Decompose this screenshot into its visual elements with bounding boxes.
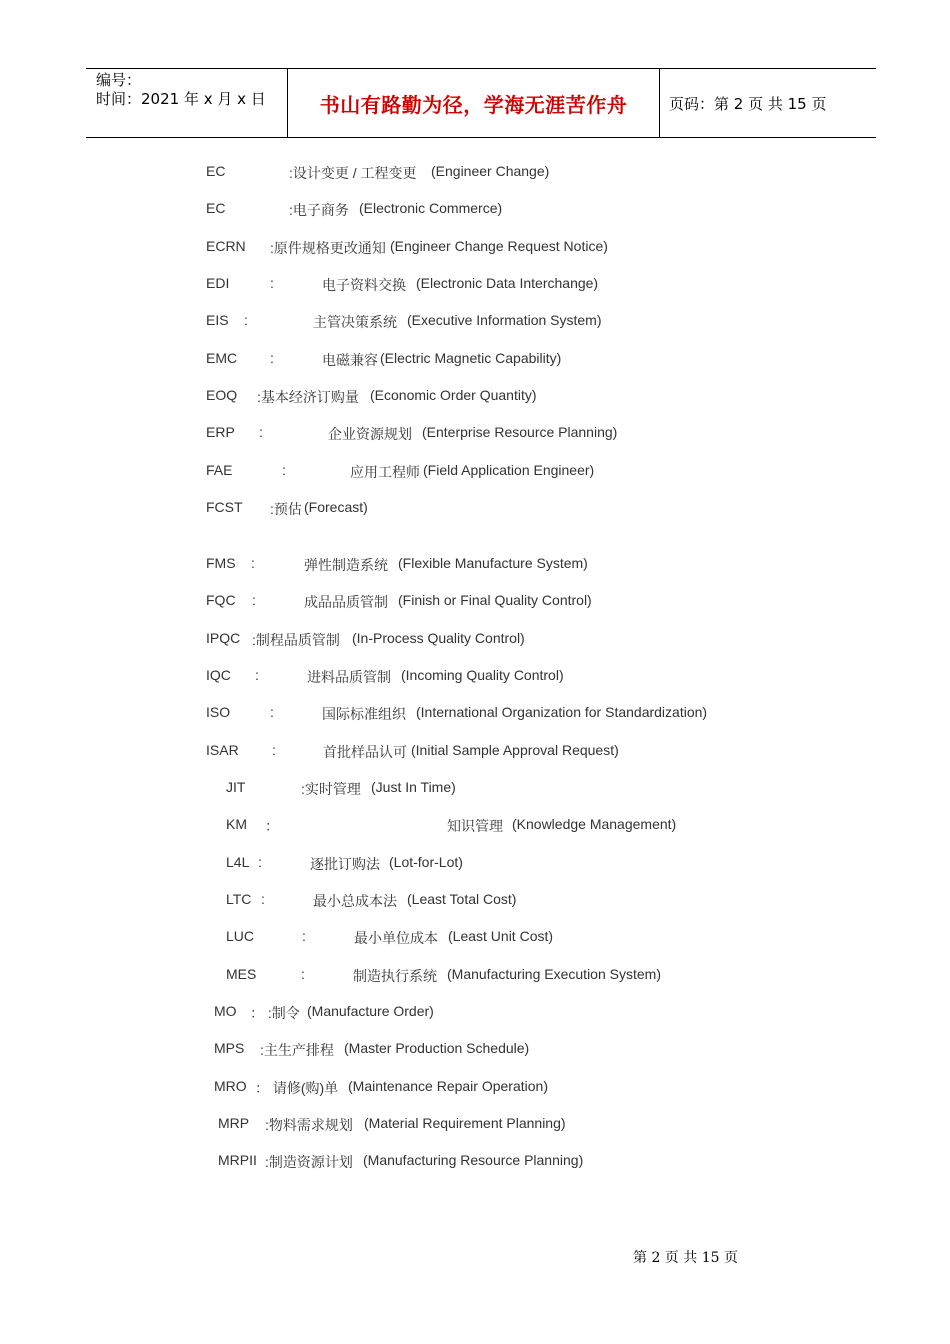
- entry-abbr: ECRN: [206, 238, 246, 254]
- entry-abbr: ISO: [206, 704, 231, 720]
- entry-abbr: EMC: [206, 350, 238, 366]
- entry-abbr: JIT: [226, 779, 246, 795]
- entry-abbr: MO: [214, 1003, 237, 1019]
- number-label: 编号：: [96, 71, 142, 89]
- entry-separator: :预估: [270, 501, 302, 517]
- entry-abbr: EDI: [206, 275, 230, 291]
- entry-desc: (Initial Sample Approval Request): [411, 742, 619, 758]
- entry-desc: (Incoming Quality Control): [401, 667, 564, 683]
- entry-abbr: EC: [206, 163, 226, 179]
- entry-desc: (Finish or Final Quality Control): [398, 592, 592, 608]
- entry-separator: :物料需求规划: [265, 1117, 353, 1133]
- entry-abbr: MPS: [214, 1040, 245, 1056]
- page-footer: 第 2 页 共 15 页: [633, 1250, 738, 1266]
- entry-desc: (Enterprise Resource Planning): [422, 424, 618, 440]
- entry-desc: (Engineer Change Request Notice): [390, 238, 608, 254]
- entry-abbr: MRP: [218, 1115, 250, 1131]
- entry-desc: (Manufacturing Resource Planning): [363, 1152, 584, 1168]
- entry-separator: :原件规格更改通知: [270, 240, 386, 256]
- entry-cn: 首批样品认可: [323, 744, 407, 760]
- entry-abbr: FCST: [206, 499, 243, 515]
- entry-separator: :设计变更 / 工程变更: [289, 165, 417, 181]
- entry-desc: (Field Application Engineer): [423, 462, 595, 478]
- entry-separator: :: [258, 854, 262, 870]
- entry-separator: :: [270, 350, 274, 366]
- entry-abbr: MES: [226, 966, 257, 982]
- entry-cn: 电子资料交换: [322, 277, 406, 293]
- entry-cn: 进料品质管制: [307, 669, 391, 685]
- entry-separator: :主生产排程: [260, 1042, 334, 1058]
- entry-desc: (Electric Magnetic Capability): [380, 350, 562, 366]
- entry-separator: ： 请修(购)单: [255, 1080, 339, 1096]
- entry-separator: :: [301, 966, 305, 982]
- entry-abbr: FQC: [206, 592, 236, 608]
- entry-desc: (International Organization for Standardization): [416, 704, 708, 720]
- entry-separator: :: [272, 742, 276, 758]
- entry-abbr: KM: [226, 816, 247, 832]
- entry-desc: (Electronic Commerce): [359, 200, 503, 216]
- entry-desc: (Flexible Manufacture System): [398, 555, 588, 571]
- entry-abbr: L4L: [226, 854, 250, 870]
- entry-cn: 国际标准组织: [322, 706, 406, 722]
- entry-cn: 电磁兼容: [322, 352, 378, 368]
- entry-separator: :电子商务: [289, 202, 349, 218]
- entry-abbr: IQC: [206, 667, 231, 683]
- entry-desc: (Manufacturing Execution System): [447, 966, 661, 982]
- entry-desc: (Master Production Schedule): [344, 1040, 530, 1056]
- page-label: 页码：第 2 页 共 15 页: [669, 94, 827, 113]
- entry-separator: :: [251, 555, 255, 571]
- entry-separator: :制造资源计划: [265, 1154, 353, 1170]
- entry-separator: :: [259, 424, 263, 440]
- entry-cn: 主管决策系统: [313, 314, 397, 330]
- entry-separator: :: [261, 891, 265, 907]
- entry-abbr: LTC: [226, 891, 252, 907]
- entry-desc: (Maintenance Repair Operation): [348, 1078, 548, 1094]
- entry-cn: 制造执行系统: [353, 968, 437, 984]
- entry-desc: (Knowledge Management): [512, 816, 677, 832]
- entry-abbr: ERP: [206, 424, 235, 440]
- entry-cn: 应用工程师: [350, 464, 420, 480]
- entry-desc: (In-Process Quality Control): [352, 630, 525, 646]
- entry-separator: :: [302, 928, 306, 944]
- entry-cn: 最小总成本法: [313, 893, 397, 909]
- entry-desc: (Electronic Data Interchange): [416, 275, 599, 291]
- entry-separator: :: [270, 275, 274, 291]
- entry-desc: (Lot-for-Lot): [389, 854, 463, 870]
- entry-abbr: MRPII: [218, 1152, 257, 1168]
- entry-separator: :实时管理: [301, 781, 361, 797]
- entry-desc: (Economic Order Quantity): [370, 387, 537, 403]
- entry-separator: :基本经济订购量: [257, 389, 359, 405]
- time-label: 时间：2021 年 x 月 x 日: [96, 90, 266, 108]
- entry-separator: :: [255, 667, 259, 683]
- entry-separator: :: [252, 592, 256, 608]
- entry-cn: 成品品质管制: [304, 594, 388, 610]
- entry-abbr: EIS: [206, 312, 229, 328]
- entry-abbr: LUC: [226, 928, 255, 944]
- entry-desc: (Material Requirement Planning): [364, 1115, 566, 1131]
- entry-separator: ： :制令: [250, 1005, 300, 1021]
- entry-abbr: EC: [206, 200, 226, 216]
- entry-desc: (Least Total Cost): [407, 891, 517, 907]
- entry-abbr: ISAR: [206, 742, 239, 758]
- entry-desc: (Least Unit Cost): [448, 928, 554, 944]
- entry-abbr: FAE: [206, 462, 233, 478]
- entry-abbr: IPQC: [206, 630, 241, 646]
- entry-cn: 逐批订购法: [310, 856, 380, 872]
- entry-cn: 弹性制造系统: [304, 557, 388, 573]
- entry-separator: :制程品质管制: [252, 632, 340, 648]
- entry-desc: (Engineer Change): [431, 163, 550, 179]
- entry-separator: :: [270, 704, 274, 720]
- entry-separator: ：: [265, 818, 279, 834]
- entry-cn: 企业资源规划: [328, 426, 412, 442]
- entry-desc: (Forecast): [304, 499, 368, 515]
- entry-abbr: FMS: [206, 555, 236, 571]
- entry-abbr: EOQ: [206, 387, 238, 403]
- entry-desc: (Executive Information System): [407, 312, 602, 328]
- entry-cn: 知识管理: [447, 818, 503, 834]
- entry-desc: (Manufacture Order): [307, 1003, 434, 1019]
- entry-cn: 最小单位成本: [354, 930, 438, 946]
- entry-abbr: MRO: [214, 1078, 247, 1094]
- motto-text: 书山有路勤为径，学海无涯苦作舟: [319, 92, 628, 117]
- entry-separator: :: [282, 462, 286, 478]
- entry-separator: :: [244, 312, 248, 328]
- entry-desc: (Just In Time): [371, 779, 456, 795]
